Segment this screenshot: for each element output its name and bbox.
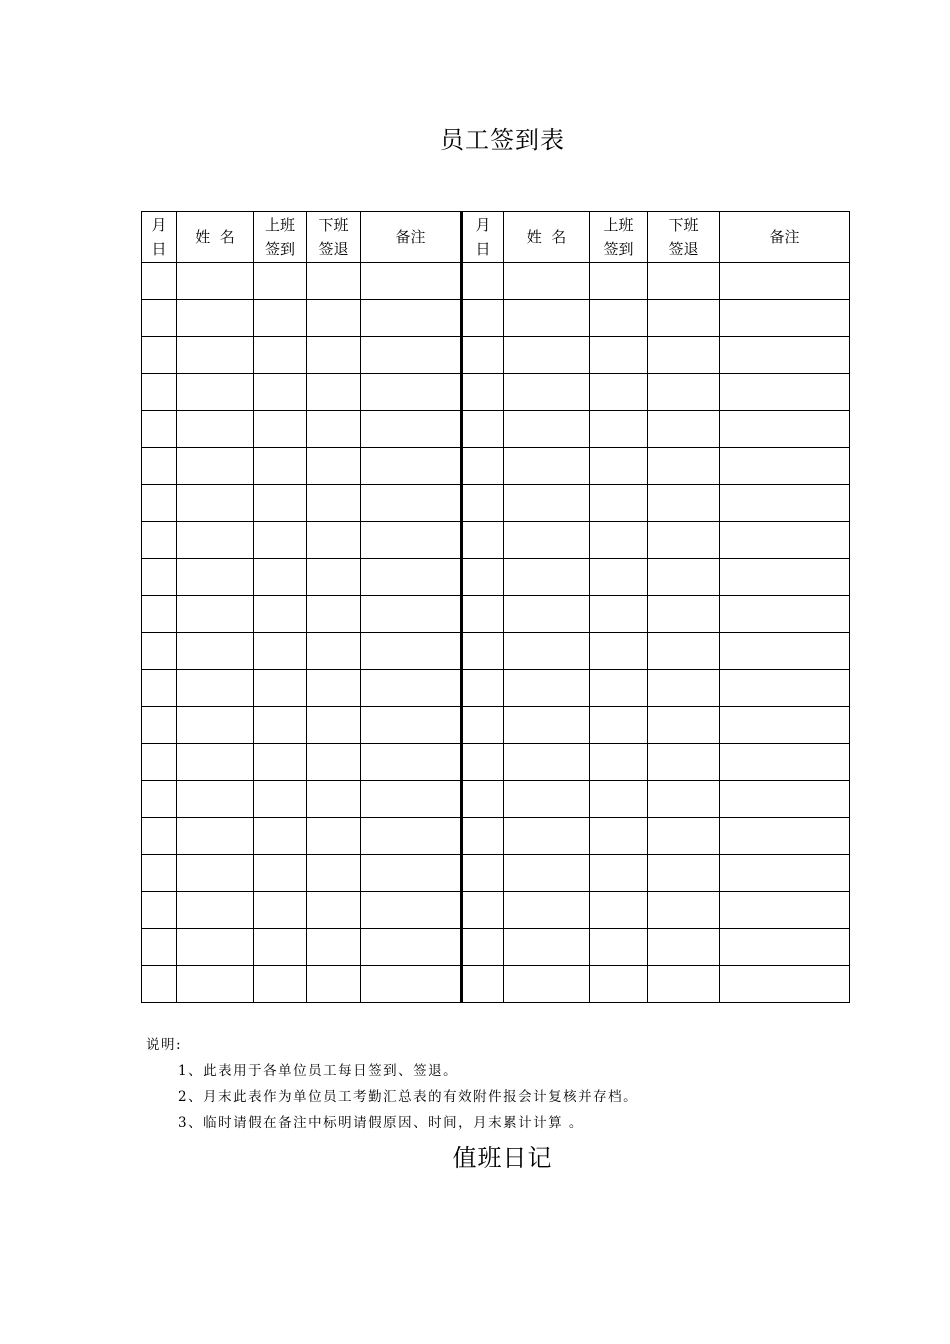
table-cell[interactable] bbox=[590, 855, 648, 892]
sign-in-table bbox=[141, 211, 850, 1003]
table-cell[interactable] bbox=[177, 448, 254, 485]
table-cell[interactable] bbox=[648, 337, 720, 374]
table-cell[interactable] bbox=[254, 411, 307, 448]
table-cell[interactable] bbox=[648, 929, 720, 966]
table-cell[interactable] bbox=[648, 522, 720, 559]
table-cell[interactable] bbox=[504, 411, 590, 448]
table-cell[interactable] bbox=[177, 411, 254, 448]
table-cell[interactable] bbox=[254, 670, 307, 707]
table-cell[interactable] bbox=[254, 818, 307, 855]
page-title: 员工签到表 bbox=[440, 126, 565, 154]
table-row bbox=[142, 855, 850, 892]
table-cell[interactable] bbox=[142, 263, 177, 300]
table-cell[interactable] bbox=[720, 485, 850, 522]
table-cell[interactable] bbox=[648, 818, 720, 855]
table-cell[interactable] bbox=[361, 411, 462, 448]
table-cell[interactable] bbox=[361, 596, 462, 633]
header-line: 姓 名 bbox=[526, 228, 567, 246]
table-cell[interactable] bbox=[177, 781, 254, 818]
table-cell[interactable] bbox=[590, 263, 648, 300]
table-cell[interactable] bbox=[648, 966, 720, 1003]
header-line: 签退 bbox=[318, 240, 349, 258]
table-cell[interactable] bbox=[590, 374, 648, 411]
table-cell[interactable] bbox=[254, 633, 307, 670]
header-date-left bbox=[142, 212, 177, 263]
table-cell[interactable] bbox=[307, 781, 361, 818]
table-cell[interactable] bbox=[504, 707, 590, 744]
table-cell[interactable] bbox=[590, 929, 648, 966]
table-cell[interactable] bbox=[307, 300, 361, 337]
table-cell[interactable] bbox=[590, 707, 648, 744]
table-cell[interactable] bbox=[361, 855, 462, 892]
table-cell[interactable] bbox=[720, 263, 850, 300]
table-cell[interactable] bbox=[504, 892, 590, 929]
table-cell[interactable] bbox=[720, 892, 850, 929]
header-date-right bbox=[462, 212, 504, 263]
table-cell[interactable] bbox=[142, 300, 177, 337]
table-cell[interactable] bbox=[361, 966, 462, 1003]
table-cell[interactable] bbox=[142, 929, 177, 966]
table-cell[interactable] bbox=[361, 929, 462, 966]
table-row bbox=[142, 670, 850, 707]
table-cell[interactable] bbox=[142, 670, 177, 707]
table-cell[interactable] bbox=[307, 263, 361, 300]
table-row bbox=[142, 374, 850, 411]
table-cell[interactable] bbox=[720, 374, 850, 411]
table-cell[interactable] bbox=[648, 855, 720, 892]
table-cell[interactable] bbox=[720, 559, 850, 596]
table-row bbox=[142, 263, 850, 300]
table-cell[interactable] bbox=[142, 596, 177, 633]
table-row bbox=[142, 448, 850, 485]
table-cell[interactable] bbox=[590, 522, 648, 559]
table-row bbox=[142, 781, 850, 818]
table-header-row bbox=[142, 212, 850, 263]
table-cell[interactable] bbox=[648, 596, 720, 633]
table-cell[interactable] bbox=[361, 337, 462, 374]
header-line: 月 bbox=[475, 216, 491, 234]
header-line: 签到 bbox=[603, 240, 634, 258]
table-cell[interactable] bbox=[462, 596, 504, 633]
table-cell[interactable] bbox=[462, 744, 504, 781]
table-cell[interactable] bbox=[590, 966, 648, 1003]
table-cell[interactable] bbox=[504, 818, 590, 855]
header-remarks-right bbox=[720, 212, 850, 263]
table-cell[interactable] bbox=[590, 633, 648, 670]
table-cell[interactable] bbox=[254, 929, 307, 966]
header-checkout-left bbox=[307, 212, 361, 263]
table-cell[interactable] bbox=[648, 744, 720, 781]
table-cell[interactable] bbox=[142, 892, 177, 929]
table-cell[interactable] bbox=[504, 263, 590, 300]
table-cell[interactable] bbox=[504, 633, 590, 670]
table-cell[interactable] bbox=[177, 337, 254, 374]
table-cell[interactable] bbox=[142, 855, 177, 892]
table-cell[interactable] bbox=[177, 485, 254, 522]
table-cell[interactable] bbox=[177, 929, 254, 966]
table-cell[interactable] bbox=[504, 966, 590, 1003]
table-cell[interactable] bbox=[504, 670, 590, 707]
table-cell[interactable] bbox=[590, 596, 648, 633]
table-cell[interactable] bbox=[720, 855, 850, 892]
notes-section bbox=[146, 1032, 638, 1136]
table-cell[interactable] bbox=[254, 559, 307, 596]
table-cell[interactable] bbox=[590, 448, 648, 485]
table-cell[interactable] bbox=[462, 929, 504, 966]
table-cell[interactable] bbox=[361, 559, 462, 596]
table-cell[interactable] bbox=[720, 966, 850, 1003]
table-cell[interactable] bbox=[361, 448, 462, 485]
table-cell[interactable] bbox=[648, 448, 720, 485]
table-cell[interactable] bbox=[462, 670, 504, 707]
table-cell[interactable] bbox=[590, 670, 648, 707]
table-cell[interactable] bbox=[177, 633, 254, 670]
table-cell[interactable] bbox=[142, 966, 177, 1003]
table-cell[interactable] bbox=[177, 670, 254, 707]
table-cell[interactable] bbox=[720, 448, 850, 485]
table-row bbox=[142, 411, 850, 448]
table-cell[interactable] bbox=[590, 411, 648, 448]
table-cell[interactable] bbox=[307, 818, 361, 855]
table-cell[interactable] bbox=[307, 892, 361, 929]
table-cell[interactable] bbox=[177, 374, 254, 411]
table-cell[interactable] bbox=[648, 411, 720, 448]
table-cell[interactable] bbox=[361, 744, 462, 781]
table-cell[interactable] bbox=[648, 374, 720, 411]
table-row bbox=[142, 707, 850, 744]
table-cell[interactable] bbox=[307, 670, 361, 707]
table-cell[interactable] bbox=[504, 448, 590, 485]
table-cell[interactable] bbox=[177, 522, 254, 559]
note-item: 1、此表用于各单位员工每日签到、签退。 bbox=[178, 1063, 459, 1079]
table-cell[interactable] bbox=[307, 929, 361, 966]
table-cell[interactable] bbox=[504, 300, 590, 337]
table-cell[interactable] bbox=[648, 485, 720, 522]
header-line: 日 bbox=[151, 240, 167, 258]
table-cell[interactable] bbox=[720, 633, 850, 670]
table-cell[interactable] bbox=[648, 263, 720, 300]
table-cell[interactable] bbox=[361, 781, 462, 818]
table-cell[interactable] bbox=[648, 633, 720, 670]
table-cell[interactable] bbox=[462, 633, 504, 670]
table-cell[interactable] bbox=[590, 337, 648, 374]
table-cell[interactable] bbox=[462, 300, 504, 337]
table-cell[interactable] bbox=[142, 337, 177, 374]
table-cell[interactable] bbox=[254, 781, 307, 818]
table-cell[interactable] bbox=[720, 300, 850, 337]
table-cell[interactable] bbox=[590, 744, 648, 781]
header-line: 上班 bbox=[264, 216, 295, 234]
table-cell[interactable] bbox=[142, 744, 177, 781]
table-cell[interactable] bbox=[307, 522, 361, 559]
table-cell[interactable] bbox=[254, 485, 307, 522]
table-cell[interactable] bbox=[648, 670, 720, 707]
table-cell[interactable] bbox=[648, 781, 720, 818]
table-cell[interactable] bbox=[361, 818, 462, 855]
table-cell[interactable] bbox=[142, 559, 177, 596]
table-cell[interactable] bbox=[462, 781, 504, 818]
table-cell[interactable] bbox=[142, 781, 177, 818]
table-cell[interactable] bbox=[504, 596, 590, 633]
table-row bbox=[142, 818, 850, 855]
table-cell[interactable] bbox=[462, 818, 504, 855]
table-cell[interactable] bbox=[504, 929, 590, 966]
table-cell[interactable] bbox=[720, 818, 850, 855]
header-line: 下班 bbox=[318, 216, 349, 234]
table-cell[interactable] bbox=[462, 485, 504, 522]
table-cell[interactable] bbox=[307, 596, 361, 633]
table-cell[interactable] bbox=[177, 892, 254, 929]
duty-log-title: 值班日记 bbox=[452, 1144, 553, 1172]
header-checkin-right bbox=[590, 212, 648, 263]
table-row bbox=[142, 929, 850, 966]
table-cell[interactable] bbox=[361, 707, 462, 744]
table-cell[interactable] bbox=[142, 411, 177, 448]
table-cell[interactable] bbox=[504, 374, 590, 411]
table-cell[interactable] bbox=[504, 485, 590, 522]
table-cell[interactable] bbox=[720, 781, 850, 818]
header-checkin-left bbox=[254, 212, 307, 263]
table-cell[interactable] bbox=[177, 744, 254, 781]
table-cell[interactable] bbox=[254, 337, 307, 374]
table-row bbox=[142, 744, 850, 781]
table-cell[interactable] bbox=[254, 374, 307, 411]
table-cell[interactable] bbox=[462, 374, 504, 411]
notes-heading: 说明: bbox=[146, 1037, 183, 1053]
table-cell[interactable] bbox=[648, 707, 720, 744]
header-line: 月 bbox=[151, 216, 167, 234]
table-cell[interactable] bbox=[504, 855, 590, 892]
table-row bbox=[142, 633, 850, 670]
table-row bbox=[142, 485, 850, 522]
table-cell[interactable] bbox=[307, 485, 361, 522]
table-cell[interactable] bbox=[590, 781, 648, 818]
header-name-right bbox=[504, 212, 590, 263]
table-cell[interactable] bbox=[254, 300, 307, 337]
table-row bbox=[142, 337, 850, 374]
note-item: 3、临时请假在备注中标明请假原因、时间，月末累计计算 。 bbox=[178, 1115, 584, 1131]
table-cell[interactable] bbox=[720, 411, 850, 448]
table-body bbox=[142, 263, 850, 1003]
note-item: 2、月末此表作为单位员工考勤汇总表的有效附件报会计复核并存档。 bbox=[178, 1089, 639, 1105]
table-cell[interactable] bbox=[307, 633, 361, 670]
table-cell[interactable] bbox=[307, 855, 361, 892]
header-line: 签退 bbox=[668, 240, 699, 258]
header-remarks-left bbox=[361, 212, 462, 263]
header-line: 签到 bbox=[264, 240, 295, 258]
table-cell[interactable] bbox=[254, 966, 307, 1003]
table-cell[interactable] bbox=[177, 596, 254, 633]
table-cell[interactable] bbox=[142, 448, 177, 485]
table-cell[interactable] bbox=[254, 744, 307, 781]
table-cell[interactable] bbox=[462, 966, 504, 1003]
table-cell[interactable] bbox=[307, 448, 361, 485]
table-cell[interactable] bbox=[254, 263, 307, 300]
table-row bbox=[142, 596, 850, 633]
table-cell[interactable] bbox=[254, 448, 307, 485]
table-cell[interactable] bbox=[720, 596, 850, 633]
table-cell[interactable] bbox=[720, 744, 850, 781]
table-cell[interactable] bbox=[177, 707, 254, 744]
table-cell[interactable] bbox=[462, 337, 504, 374]
header-line: 下班 bbox=[668, 216, 699, 234]
table-cell[interactable] bbox=[254, 522, 307, 559]
table-cell[interactable] bbox=[361, 670, 462, 707]
table-cell[interactable] bbox=[177, 559, 254, 596]
header-line: 上班 bbox=[603, 216, 634, 234]
header-line: 备注 bbox=[769, 228, 800, 246]
header-line: 备注 bbox=[395, 228, 426, 246]
table-cell[interactable] bbox=[590, 300, 648, 337]
table-cell[interactable] bbox=[720, 337, 850, 374]
table-cell[interactable] bbox=[504, 337, 590, 374]
table-cell[interactable] bbox=[504, 559, 590, 596]
table-cell[interactable] bbox=[307, 411, 361, 448]
table-cell[interactable] bbox=[462, 411, 504, 448]
header-line: 日 bbox=[475, 240, 491, 258]
table-cell[interactable] bbox=[307, 559, 361, 596]
table-row bbox=[142, 966, 850, 1003]
table-cell[interactable] bbox=[177, 966, 254, 1003]
table-cell[interactable] bbox=[462, 559, 504, 596]
table-cell[interactable] bbox=[648, 892, 720, 929]
table-cell[interactable] bbox=[361, 485, 462, 522]
table-cell[interactable] bbox=[504, 522, 590, 559]
table-cell[interactable] bbox=[462, 892, 504, 929]
table-cell[interactable] bbox=[720, 670, 850, 707]
table-cell[interactable] bbox=[142, 374, 177, 411]
header-checkout-right bbox=[648, 212, 720, 263]
table-cell[interactable] bbox=[361, 374, 462, 411]
table-cell[interactable] bbox=[307, 966, 361, 1003]
table-cell[interactable] bbox=[462, 707, 504, 744]
table-cell[interactable] bbox=[462, 522, 504, 559]
header-name-left bbox=[177, 212, 254, 263]
table-cell[interactable] bbox=[720, 929, 850, 966]
table-cell[interactable] bbox=[462, 448, 504, 485]
table-cell[interactable] bbox=[648, 300, 720, 337]
table-cell[interactable] bbox=[254, 855, 307, 892]
table-cell[interactable] bbox=[720, 522, 850, 559]
table-cell[interactable] bbox=[590, 818, 648, 855]
table-cell[interactable] bbox=[307, 374, 361, 411]
table-cell[interactable] bbox=[142, 707, 177, 744]
table-cell[interactable] bbox=[590, 892, 648, 929]
table-cell[interactable] bbox=[720, 707, 850, 744]
table-row bbox=[142, 559, 850, 596]
table-cell[interactable] bbox=[648, 559, 720, 596]
table-cell[interactable] bbox=[177, 300, 254, 337]
table-cell[interactable] bbox=[361, 522, 462, 559]
table-cell[interactable] bbox=[361, 263, 462, 300]
table-cell[interactable] bbox=[177, 818, 254, 855]
table-row bbox=[142, 522, 850, 559]
table-cell[interactable] bbox=[142, 522, 177, 559]
table-cell[interactable] bbox=[254, 892, 307, 929]
table-cell[interactable] bbox=[177, 263, 254, 300]
table-cell[interactable] bbox=[590, 559, 648, 596]
table-cell[interactable] bbox=[307, 337, 361, 374]
table-cell[interactable] bbox=[307, 707, 361, 744]
table-cell[interactable] bbox=[142, 818, 177, 855]
table-cell[interactable] bbox=[462, 263, 504, 300]
table-cell[interactable] bbox=[462, 855, 504, 892]
table-cell[interactable] bbox=[254, 596, 307, 633]
table-cell[interactable] bbox=[307, 744, 361, 781]
table-cell[interactable] bbox=[590, 485, 648, 522]
table-cell[interactable] bbox=[254, 707, 307, 744]
table-cell[interactable] bbox=[142, 485, 177, 522]
table-cell[interactable] bbox=[361, 633, 462, 670]
table-cell[interactable] bbox=[504, 744, 590, 781]
table-row bbox=[142, 300, 850, 337]
table-cell[interactable] bbox=[142, 633, 177, 670]
header-line: 姓 名 bbox=[195, 228, 235, 246]
table-cell[interactable] bbox=[361, 892, 462, 929]
table-cell[interactable] bbox=[504, 781, 590, 818]
table-cell[interactable] bbox=[177, 855, 254, 892]
table-row bbox=[142, 892, 850, 929]
table-cell[interactable] bbox=[361, 300, 462, 337]
